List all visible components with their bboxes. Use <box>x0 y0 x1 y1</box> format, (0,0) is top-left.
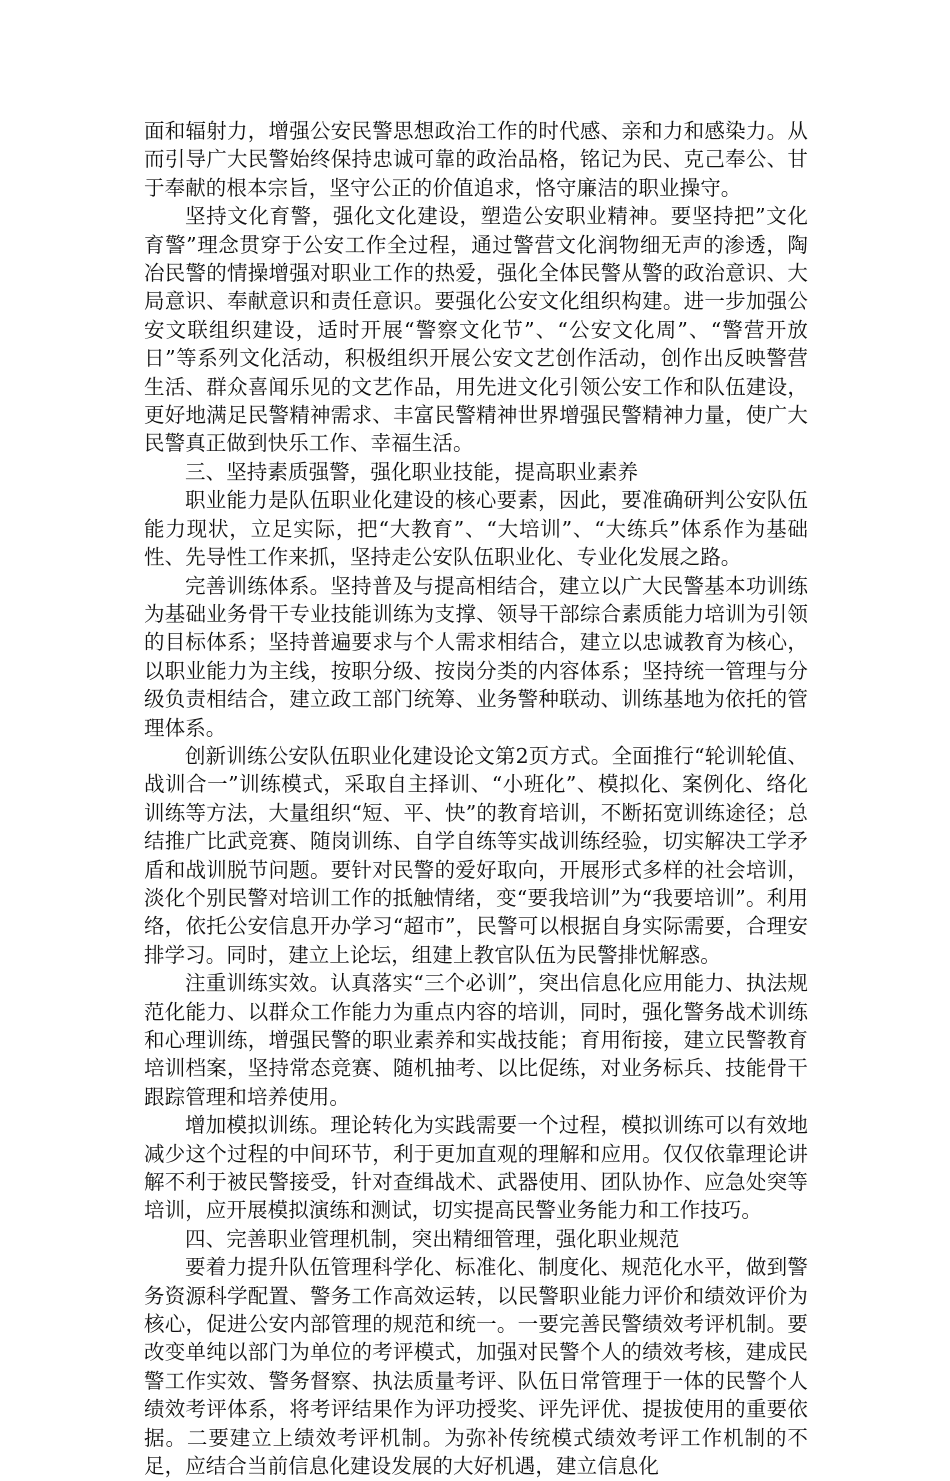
section-heading-3: 三、坚持素质强警，强化职业技能，提高职业素养 <box>185 459 639 484</box>
document-body <box>144 117 808 1481</box>
paragraph-training-system: 完善训练体系。坚持普及与提高相结合，建立以广大民警基本功训练为基础业务骨干专业技能训练为支撑、领导干部综合素质能力培训为引领的目标体系；坚持普遍要求与个人需求相结合，建立以忠诚教育为核心，以职业能力为主线，按职分级、按岗分类的内容体系；坚持统一管理与分级负责相结合，建立政工部门统筹、业务警种联动、训练基地为依托的管理体系。 <box>144 573 808 740</box>
paragraph-continuation: 面和辐射力，增强公安民警思想政治工作的时代感、亲和力和感染力。从而引导广大民警始终保持忠诚可靠的政治品格，铭记为民、克己奉公、甘于奉献的根本宗旨，坚守公正的价值追求，恪守廉洁的职业操守。 <box>144 119 808 200</box>
paragraph-training-method: 创新训练公安队伍职业化建设论文第2页方式。全面推行“轮训轮值、战训合一”训练模式，采取自主择训、“小班化”、模拟化、案例化、络化训练等方法，大量组织“短、平、快”的教育培训，不断拓宽训练途径；总结推广比武竞赛、随岗训练、自学自练等实战训练经验，切实解决工学矛盾和战训脱节问题。要针对民警的爱好取向，开展形式多样的社会培训，淡化个别民警对培训工作的抵触情绪，变“要我培训”为“我要培训”。利用络，依托公安信息开办学习“超市”，民警可以根据自身实际需要，合理安排学习。同时，建立上论坛，组建上教官队伍为民警排忧解惑。 <box>144 743 808 967</box>
paragraph-simulation: 增加模拟训练。理论转化为实践需要一个过程，模拟训练可以有效地减少这个过程的中间环节，利于更加直观的理解和应用。仅仅依靠理论讲解不利于被民警接受，针对查缉战术、武器使用、团队协作、应急处突等培训，应开展模拟演练和测试，切实提高民警业务能力和工作技巧。 <box>144 1113 808 1223</box>
paragraph-training-effect: 注重训练实效。认真落实“三个必训”，突出信息化应用能力、执法规范化能力、以群众工作能力为重点内容的培训，同时，强化警务战术训练和心理训练，增强民警的职业素养和实战技能；育用衔接，建立民警教育培训档案，坚持常态竞赛、随机抽考、以比促练，对业务标兵、技能骨干跟踪管理和培养使用。 <box>144 971 808 1109</box>
paragraph-ability: 职业能力是队伍职业化建设的核心要素，因此，要准确研判公安队伍能力现状，立足实际，把“大教育”、“大培训”、“大练兵”体系作为基础性、先导性工作来抓，坚持走公安队伍职业化、专业化发展之路。 <box>144 488 808 570</box>
paragraph-management: 要着力提升队伍管理科学化、标准化、制度化、规范化水平，做到警务资源科学配置、警务工作高效运转，以民警职业能力评价和绩效评价为核心，促进公安内部管理的规范和统一。一要完善民警绩效考评机制。要改变单纯以部门为单位的考评模式，加强对民警个人的绩效考核，建成民警工作实效、警务督察、执法质量考评、队伍日常管理于一体的民警个人绩效考评体系，将考评结果作为评功授奖、评先评优、提拔使用的重要依据。二要建立上绩效考评机制。为弥补传统模式绩效考评工作机制的不足，应结合当前信息化建设发展的大好机遇，建立信息化 <box>144 1255 808 1479</box>
section-heading-4: 四、完善职业管理机制，突出精细管理，强化职业规范 <box>185 1226 680 1251</box>
paragraph-culture: 坚持文化育警，强化文化建设，塑造公安职业精神。要坚持把”文化育警”理念贯穿于公安工作全过程，通过警营文化润物细无声的渗透，陶冶民警的情操增强对职业工作的热爱，强化全体民警从警的政治意识、大局意识、奉献意识和责任意识。要强化公安文化组织构建。进一步加强公安文联组织建设，适时开展“警察文化节”、“公安文化周”、“警营开放日”等系列文化活动，积极组织开展公安文艺创作活动，创作出反映警营生活、群众喜闻乐见的文艺作品，用先进文化引领公安工作和队伍建设，更好地满足民警精神需求、丰富民警精神世界增强民警精神力量，使广大民警真正做到快乐工作、幸福生活。 <box>144 204 808 456</box>
